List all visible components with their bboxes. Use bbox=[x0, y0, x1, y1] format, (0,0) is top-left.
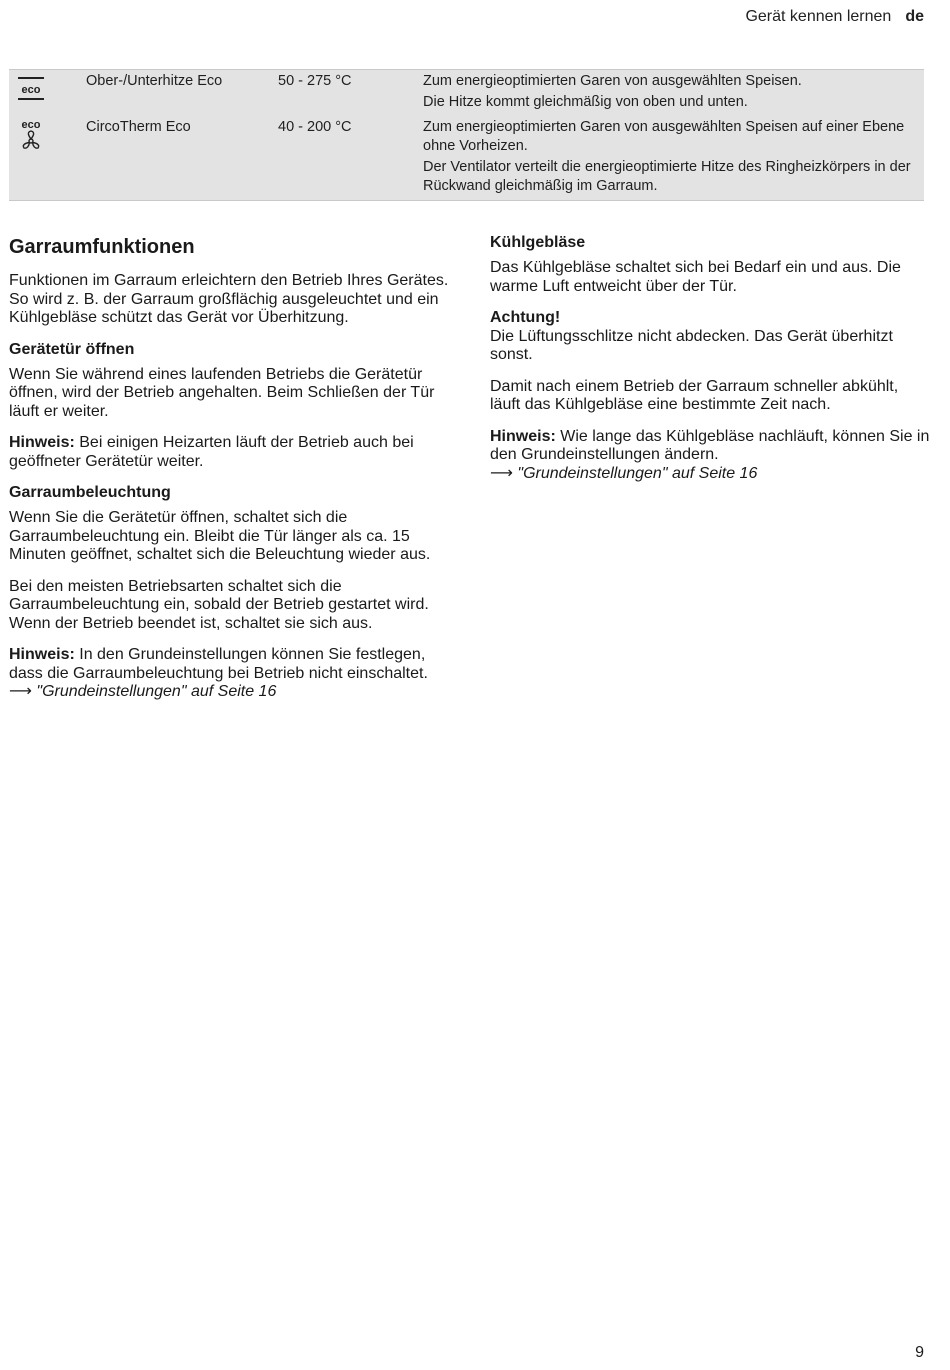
warning-label: Achtung! bbox=[490, 309, 561, 326]
fan-paragraph: Das Kühlgebläse schaltet sich bei Bedarf ein und aus. Die warme Luft entweicht über der Tür. bbox=[490, 259, 901, 295]
heating-modes-table bbox=[9, 69, 924, 201]
fan-paragraph: Damit nach einem Betrieb der Garraum schneller abkühlt, läuft das Kühlgebläse eine bestimmte Zeit nach. bbox=[490, 377, 899, 413]
description-line: Die Hitze kommt gleichmäßig von oben und unten. bbox=[423, 94, 748, 110]
hint-text: Wie lange das Kühlgebläse nachläuft, können Sie in den Grundeinstellungen ändern. bbox=[490, 427, 930, 463]
mode-row bbox=[9, 116, 924, 200]
cross-reference-link[interactable]: "Grundeinstellungen" auf Seite 16 bbox=[31, 683, 277, 700]
hint-label: Hinweis: bbox=[490, 427, 556, 445]
description-line: Zum energieoptimierten Garen von ausgewählten Speisen. bbox=[423, 73, 802, 89]
svg-text:eco: eco bbox=[21, 119, 41, 131]
door-paragraph: Wenn Sie während eines laufenden Betriebs die Gerätetür öffnen, wird der Betrieb angehalten. Beim Schließen der Tür läuft er weiter. bbox=[9, 365, 435, 420]
mode-row bbox=[9, 70, 924, 116]
language-code: de bbox=[905, 8, 924, 25]
warning-text: Die Lüftungsschlitze nicht abdecken. Das Gerät überhitzt sonst. bbox=[490, 327, 893, 363]
light-paragraph: Bei den meisten Betriebsarten schaltet sich die Garraumbeleuchtung ein, sobald der Betrieb gestartet wird. Wenn der Betrieb beendet ist, schaltet sie sich aus. bbox=[9, 577, 429, 632]
mode-description bbox=[423, 70, 913, 112]
section-title: Gerät kennen lernen bbox=[745, 8, 892, 25]
mode-description bbox=[423, 116, 913, 196]
eco-top-bottom-heat-icon bbox=[15, 72, 47, 108]
mode-temperature: 40 - 200 °C bbox=[278, 119, 352, 135]
xref-arrow-icon: ⟶ bbox=[9, 683, 32, 700]
page-number: 9 bbox=[915, 1344, 924, 1361]
intro-paragraph: Funktionen im Garraum erleichtern den Betrieb Ihres Gerätes. So wird z. B. der Garraum großflächig ausgeleuchtet und ein Kühlgebläse schützt das Gerät vor Überhitzung. bbox=[9, 272, 449, 326]
light-hint bbox=[9, 646, 449, 702]
subheading-door: Gerätetür öffnen bbox=[9, 340, 135, 358]
hint-label: Hinweis: bbox=[9, 646, 75, 663]
page-header bbox=[745, 8, 924, 26]
eco-fan-icon bbox=[15, 118, 47, 154]
xref-arrow-icon: ⟶ bbox=[490, 464, 513, 482]
right-column bbox=[490, 234, 930, 496]
cross-reference-link[interactable]: "Grundeinstellungen" auf Seite 16 bbox=[512, 464, 758, 482]
fan-hint bbox=[490, 428, 930, 484]
left-column bbox=[9, 234, 449, 715]
hint-text: Bei einigen Heizarten läuft der Betrieb auch bei geöffneter Gerätetür weiter. bbox=[9, 434, 414, 470]
hint-text: In den Grundeinstellungen können Sie festlegen, dass die Garraumbeleuchtung bei Betrieb nicht einschaltet. bbox=[9, 646, 428, 682]
door-hint bbox=[9, 434, 449, 471]
warning-block bbox=[490, 309, 930, 365]
section-heading: Garraumfunktionen bbox=[9, 236, 195, 258]
mode-temperature: 50 - 275 °C bbox=[278, 73, 352, 89]
mode-name: Ober-/Unterhitze Eco bbox=[86, 73, 223, 89]
hint-label: Hinweis: bbox=[9, 434, 75, 451]
description-line: Der Ventilator verteilt die energieoptimierte Hitze des Ringheizkörpers in der Rückwand gleichmäßig im Garraum. bbox=[423, 159, 911, 194]
subheading-cooling-fan: Kühlgebläse bbox=[490, 234, 586, 251]
svg-text:eco: eco bbox=[21, 84, 41, 96]
subheading-light: Garraumbeleuchtung bbox=[9, 484, 171, 501]
mode-name: CircoTherm Eco bbox=[86, 119, 191, 135]
description-line: Zum energieoptimierten Garen von ausgewählten Speisen auf einer Ebene ohne Vorheizen. bbox=[423, 119, 905, 154]
light-paragraph: Wenn Sie die Gerätetür öffnen, schaltet sich die Garraumbeleuchtung ein. Bleibt die Tür länger als ca. 15 Minuten geöffnet, schaltet sich die Beleuchtung wieder aus. bbox=[9, 509, 431, 563]
